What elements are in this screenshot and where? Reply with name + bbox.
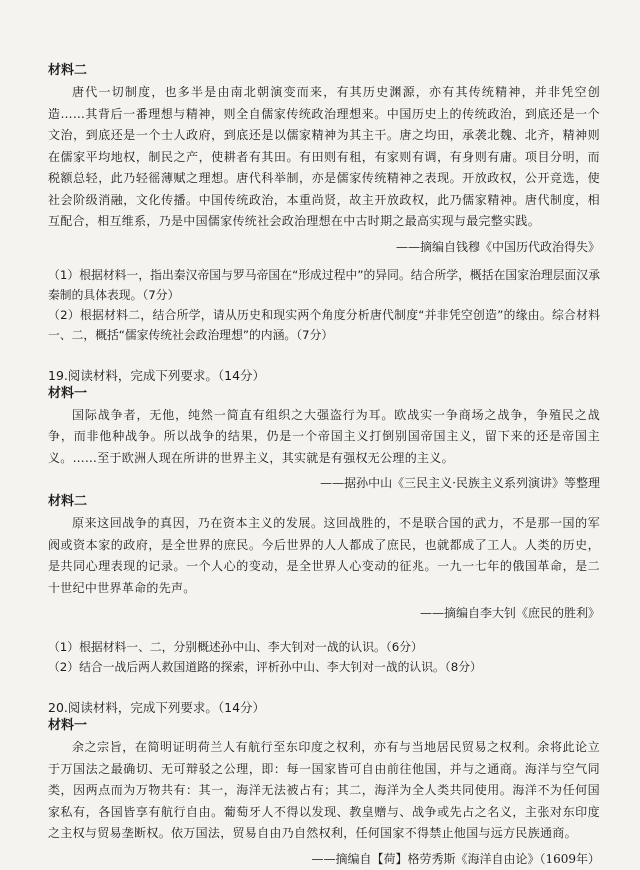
question-19-part-1: （1）根据材料一、二，分别概述孙中山、李大钊对一战的认识。（6分）	[48, 640, 423, 654]
question-19-part-2: （2）结合一战后两人救国道路的探索，评析孙中山、李大钊对一战的认识。（8分）	[48, 660, 482, 674]
material-heading: 材料一	[48, 385, 88, 401]
material-source: ——摘编自【荷】格劳秀斯《海洋自由论》（1609年）	[311, 851, 600, 866]
material-heading: 材料二	[48, 63, 88, 78]
material-text: 原来这回战争的真因，乃在资本主义的发展。这回战胜的，不是联合国的武力，不是那一国的军阀或资本家的政府，是全世界的庶民。今后世界的人人都成了庶民，也就都成了工人。人类的历史，是共同心理表现的记录。一个人心的变动，是全世界人心变动的征兆。一九一七年的俄国革命，是二十世纪中世界革命的先声。	[48, 516, 600, 595]
material-text: 唐代一切制度，也多半是由南北朝演变而来，有其历史渊源，亦有其传统精神，并非凭空创造……其背后一番理想与精神，则全自儒家传统政治理想来。中国历史上的传统政治，到底还是一个文治，到底还是一个士人政府，到底还是以儒家精神为其主干。唐之均田，承袭北魏、北齐，精神则在儒家平均地权，制民之产，使耕者有其田。有田则有租，有家则有调，有身则有庸。项目分明，而税额总轻，此乃轻徭薄赋之理想。唐代科举制，亦是儒家传统精神之表现。开放政权，公开竞选，使社会阶级消融，文化传播。中国传统政治，本重尚贤，故主开放政权，此乃儒家精神。唐代制度，相互配合，相互维系，乃是中国儒家传统社会政治理想在中古时期之最高实现与最完整实践。	[48, 85, 600, 228]
question-18-part-2: （2）根据材料二，结合所学，请从历史和现实两个角度分析唐代制度“并非凭空创造”的缘由。综合材料一、二，概括“儒家传统社会政治理想”的内涵。（7分）	[48, 307, 600, 342]
material-heading: 材料一	[48, 718, 88, 733]
material-heading: 材料二	[48, 494, 88, 509]
material-source: ——摘编自钱穆《中国历代政治得失》	[395, 239, 600, 254]
material-source: ——据孙中山《三民主义·民族主义系列演讲》等整理	[320, 476, 600, 490]
material-text: 国际战争者，无他，纯然一简直有组织之大强盗行为耳。欧战实一争商场之战争，争殖民之战争，而非他种战争。所以战争的结果，仍是一个帝国主义打倒别国帝国主义，留下来的还是帝国主义。……至于欧洲人现在所讲的世界主义，其实就是有强权无公理的主义。	[48, 407, 600, 465]
question-20-title: 20.阅读材料，完成下列要求。（14分）	[48, 700, 266, 715]
question-19-title: 19.阅读材料，完成下列要求。（14分）	[48, 367, 266, 383]
material-source: ——摘编自李大钊《庶民的胜利》	[419, 606, 600, 620]
material-text: 余之宗旨，在简明证明荷兰人有航行至东印度之权利，亦有与当地居民贸易之权利。余将此论立于万国法之最确切、无可辩驳之公理，即：每一国家皆可自由前往他国，并与之通商。海洋与空气同类，因两点而为万物共有：其一，海洋无法被占有；其二，海洋为全人类共同使用。海洋不为任何国家私有，各国皆享有航行自由。葡萄牙人不得以发现、教皇赠与、战争或先占之名义，主张对东印度之主权与贸易垄断权。依万国法，贸易自由乃自然权利，任何国家不得禁止他国与远方民族通商。	[48, 740, 600, 840]
question-18-part-1: （1）根据材料一，指出秦汉帝国与罗马帝国在“形成过程中”的异同。结合所学，概括在国家治理层面汉承秦制的具体表现。（7分）	[48, 267, 600, 302]
